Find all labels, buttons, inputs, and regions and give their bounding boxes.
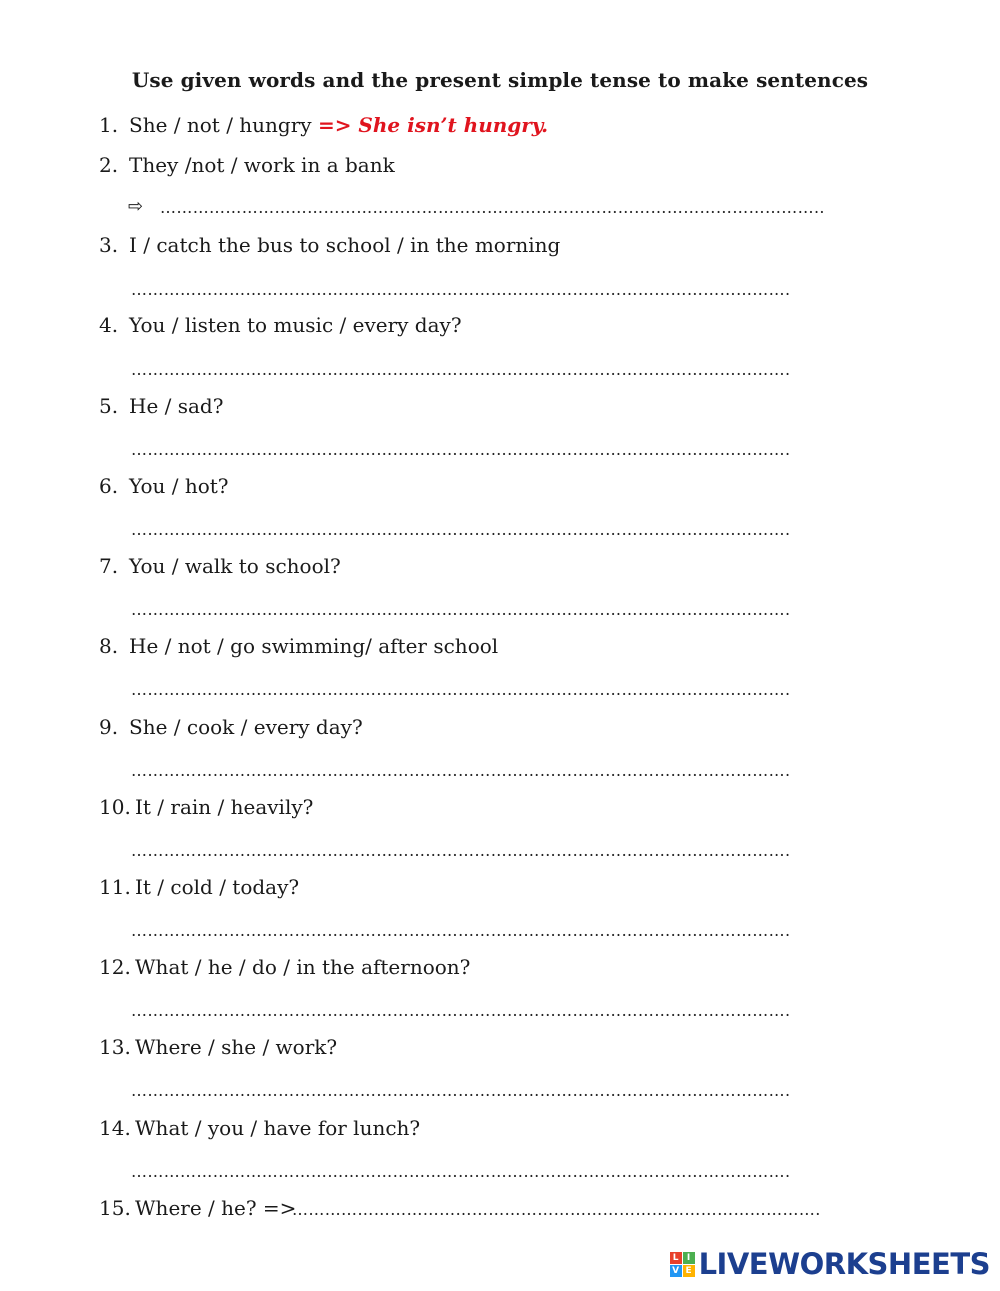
logo-letter: E [683,1265,695,1277]
item-prompt: I / catch the bus to school / in the morning [129,233,561,257]
item-prompt: It / rain / heavily? [135,795,314,819]
item-prompt: She / cook / every day? [129,715,363,739]
question-item [99,955,470,979]
item-prompt: It / cold / today? [135,875,300,899]
question-item [99,474,229,498]
item-number: 13. [99,1035,131,1059]
answer-blank[interactable]: …………………………………………………………………………………………………………. [131,761,791,780]
answer-blank[interactable]: …………………………………………………………………………………………………………. [131,360,791,379]
logo-letter: L [670,1252,682,1264]
question-item [99,634,498,658]
liveworksheets-logo [670,1247,990,1281]
question-item [99,394,223,418]
item-number: 7. [99,554,119,578]
item-number: 14. [99,1116,131,1140]
example-answer: => She isn’t hungry. [317,113,549,137]
question-item [99,233,560,257]
question-item [99,715,363,739]
item-number: 15. [99,1196,131,1220]
item-prompt: She / not / hungry [129,113,312,137]
item-prompt: You / listen to music / every day? [129,313,462,337]
item-number: 1. [99,113,119,137]
item-prompt: You / walk to school? [129,554,341,578]
logo-mark-icon [670,1252,695,1277]
item-number: 3. [99,233,119,257]
item-prompt: What / he / do / in the afternoon? [135,955,471,979]
question-item [99,875,299,899]
item-prompt: Where / she / work? [135,1035,338,1059]
item-prompt: What / you / have for lunch? [135,1116,421,1140]
answer-blank[interactable]: …………………………………………………………………………………………………………. [131,600,791,619]
answer-blank[interactable]: …………………………………………………………………………………………………………. [131,1162,791,1181]
item-prompt: He / sad? [129,394,224,418]
item-number: 12. [99,955,131,979]
item-number: 2. [99,153,119,177]
item-number: 10. [99,795,131,819]
answer-blank[interactable]: …………………………………………………………………………………………………………. [131,440,791,459]
question-item [99,1196,296,1220]
answer-blank[interactable]: ……………………………………………………………………………………. [292,1200,821,1219]
example-item [99,113,548,137]
item-number: 5. [99,394,119,418]
logo-text: LIVEWORKSHEETS [698,1247,990,1281]
answer-blank[interactable]: …………………………………………………………………………………………………………. [131,921,791,940]
answer-blank[interactable]: ………………………………………………………………………………………………………….. [160,198,825,217]
item-prompt: You / hot? [129,474,229,498]
worksheet-title: Use given words and the present simple tense to make sentences [131,68,869,92]
question-item [99,313,462,337]
question-item [99,1035,337,1059]
answer-blank[interactable]: …………………………………………………………………………………………………………. [131,680,791,699]
arrow-icon: ⇨ [128,196,144,217]
item-number: 9. [99,715,119,739]
item-number: 6. [99,474,119,498]
item-prompt: Where / he? => [135,1196,297,1220]
item-number: 4. [99,313,119,337]
question-item [99,1116,420,1140]
item-number: 11. [99,875,131,899]
item-prompt: They /not / work in a bank [129,153,395,177]
item-number: 8. [99,634,119,658]
logo-letter: I [683,1252,695,1264]
logo-letter: V [670,1265,682,1277]
answer-blank[interactable]: …………………………………………………………………………………………………………. [131,1081,791,1100]
question-item [99,554,341,578]
item-prompt: He / not / go swimming/ after school [129,634,499,658]
answer-blank[interactable]: …………………………………………………………………………………………………………. [131,520,791,539]
question-item [99,153,395,177]
answer-blank[interactable]: …………………………………………………………………………………………………………. [131,280,791,299]
question-item [99,795,313,819]
answer-blank[interactable]: …………………………………………………………………………………………………………. [131,1001,791,1020]
answer-blank[interactable]: …………………………………………………………………………………………………………. [131,841,791,860]
